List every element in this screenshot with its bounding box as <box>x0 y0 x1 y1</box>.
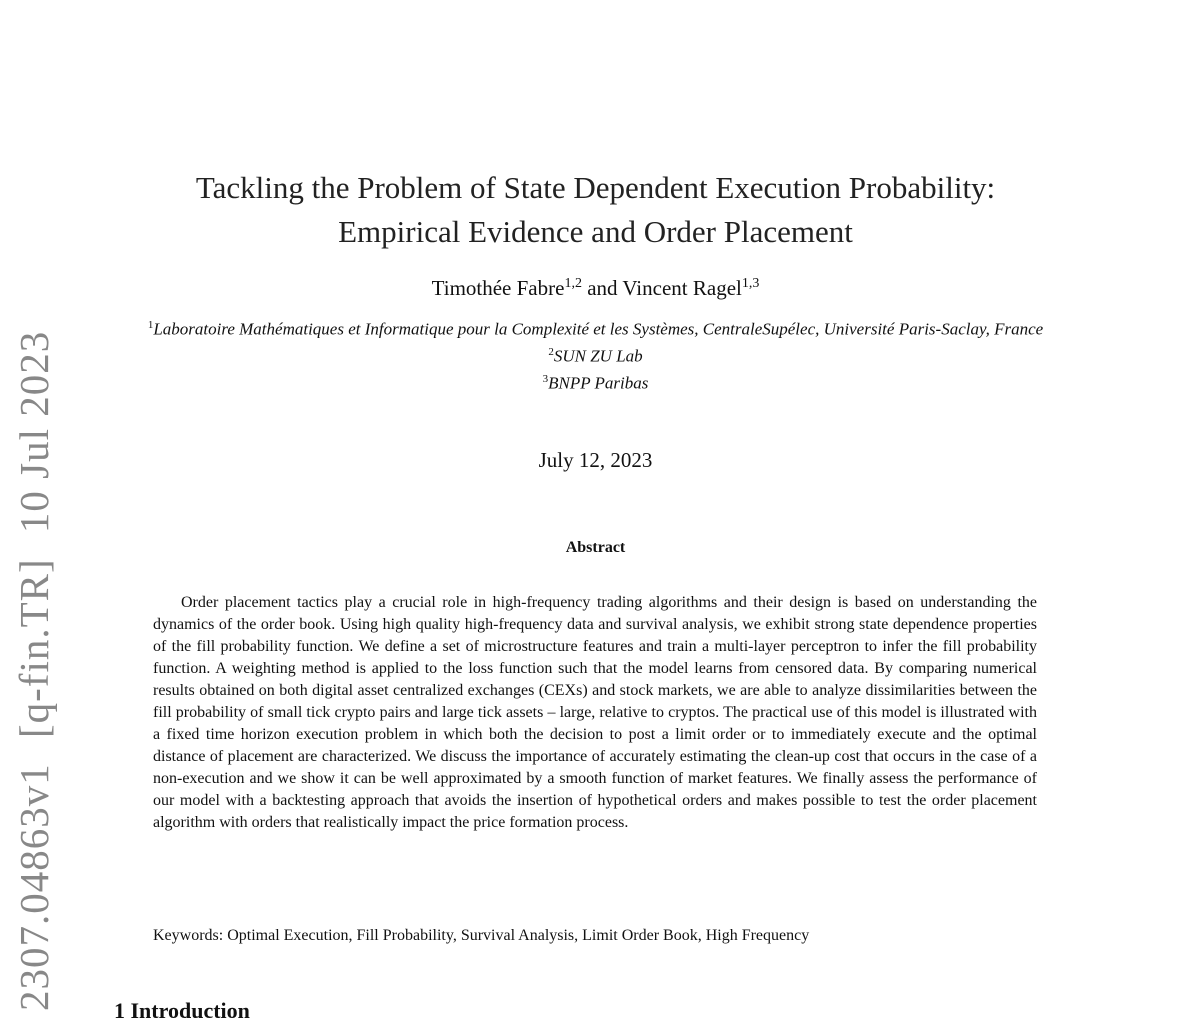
arxiv-id: 2307.04863v1 <box>11 763 57 1011</box>
author-2-affil: 1,3 <box>741 276 760 291</box>
paper-title <box>0 166 1191 254</box>
affiliation-3: $^3$BNPP Paribas <box>542 373 649 393</box>
author-joiner: and <box>587 276 618 300</box>
arxiv-date: 10 Jul 2023 <box>11 330 57 534</box>
arxiv-category: [q-fin.TR] <box>11 558 57 738</box>
keywords: Keywords: Optimal Execution, Fill Probability, Survival Analysis, Limit Order Book, High Frequency <box>153 927 810 944</box>
title-line-2: Empirical Evidence and Order Placement <box>338 214 853 249</box>
affiliation-1: $^1$Laboratoire Mathématiques et Informatique pour la Complexité et les Systèmes, CentraleSupélec, Université Paris-Saclay, France <box>147 319 1044 339</box>
abstract-heading: Abstract <box>565 539 626 556</box>
author-1-affil: 1,2 <box>564 276 582 291</box>
arxiv-side-stamp <box>11 317 57 1011</box>
section-heading-introduction: 1 Introduction <box>114 998 250 1023</box>
title-line-1: Tackling the Problem of State Dependent Execution Probability: <box>195 170 996 205</box>
affiliation-2: $^2$SUN ZU Lab <box>548 346 643 366</box>
author-list <box>0 276 1191 301</box>
paper-date: July 12, 2023 <box>538 448 653 472</box>
abstract-body: Order placement tactics play a crucial role in high-frequency trading algorithms and their design is based on understanding the dynamics of the order book. Using high quality high-frequency data and survival analysis, we exhibit strong state dependence properties of the fill probability function. We define a set of microstructure features and train a multi-layer perceptron to infer the fill probability function. A weighting method is applied to the loss function such that the model learns from censored data. By comparing numerical results obtained on both digital asset centralized exchanges (CEXs) and stock markets, we are able to analyze dissimilarities between the fill probability of small tick crypto pairs and large tick assets – large, relative to cryptos. The practical use of this model is illustrated with a fixed time horizon execution problem in which both the decision to post a limit order or to immediately execute and the optimal distance of placement are characterized. We discuss the importance of accurately estimating the clean-up cost that occurs in the case of a non-execution and we show it can be well approximated by a smooth function of market features. We finally assess the performance of our model with a backtesting approach that avoids the insertion of hypothetical orders and makes possible to test the order placement algorithm with orders that realistically impact the price formation process. <box>153 594 1037 831</box>
author-2: Vincent Ragel <box>622 276 742 300</box>
author-1: Timothée Fabre <box>431 276 565 300</box>
affiliations <box>118 314 1073 395</box>
